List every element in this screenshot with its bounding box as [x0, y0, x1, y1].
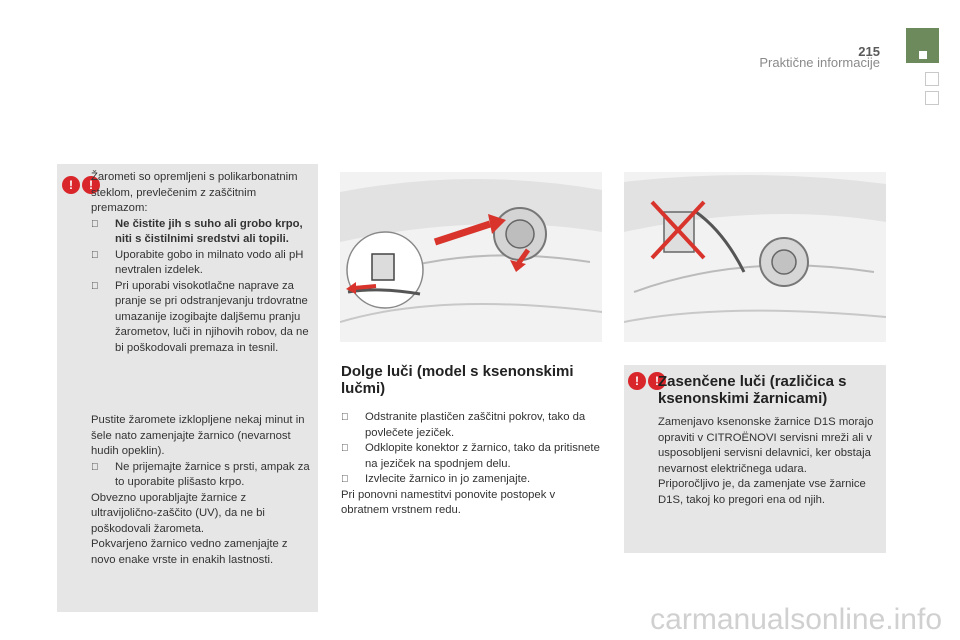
warning-intro: Žarometi so opremljeni s polikarbonatnim steklom, prevlečenim z zaščitnim premazom:	[91, 171, 298, 214]
warning-text-1	[91, 170, 309, 356]
warning-intro: Pustite žaromete izklopljene nekaj minut in šele nato zamenjajte žarnico (nevarnost hudih opeklin).	[91, 414, 305, 457]
chapter-tab-empty[interactable]	[925, 72, 939, 86]
headlamp-illustration	[624, 172, 886, 342]
list-item: Ne prijemajte žarnice s prsti, ampak za to uporabite plišasto krpo.	[91, 460, 311, 491]
list-item: Ne čistite jih s suho ali grobo krpo, niti s čistilnimi sredstvi ali topili.	[91, 217, 309, 248]
xenon-warning-text	[658, 415, 880, 508]
photo-low-beam-bulb	[624, 172, 886, 342]
square-bullet-icon	[91, 217, 99, 233]
square-bullet-icon	[341, 441, 349, 457]
headlamp-illustration	[340, 172, 602, 342]
warning-paragraph: Pokvarjeno žarnico vedno zamenjajte z novo enake vrste in enakih lastnosti.	[91, 538, 288, 566]
warning-paragraph: Obvezno uporabljajte žarnice z ultravijolično-zaščito (UV), da ne bi poškodovali žarometa.	[91, 491, 265, 535]
list-item: Odstranite plastičen zaščitni pokrov, tako da povlečete jeziček.	[341, 410, 603, 441]
warning-panel-right	[624, 365, 886, 553]
square-bullet-icon	[91, 279, 99, 295]
exclamation-warning-icon: !	[62, 176, 80, 194]
closing-paragraph: Pri ponovni namestitvi ponovite postopek v obratnem vrstnem redu.	[341, 488, 556, 516]
list-item: Uporabite gobo in milnato vodo ali pH nevtralen izdelek.	[91, 248, 309, 279]
page-number: 215	[858, 44, 880, 59]
high-beam-instructions	[341, 410, 603, 519]
exclamation-warning-icon: !	[82, 176, 100, 194]
warning-paragraph: Zamenjavo ksenonske žarnice D1S morajo opraviti v CITROËNOVI servisni mreži ali v usposobljeni servisni delavnici, ker obstaja nevarnost električnega udara.	[658, 416, 874, 475]
exclamation-warning-icon: !	[628, 372, 646, 390]
square-bullet-icon	[91, 460, 99, 476]
watermark: carmanualsonline.info	[650, 603, 942, 636]
square-bullet-icon	[341, 410, 349, 426]
chapter-tab-empty[interactable]	[925, 91, 939, 105]
section-title: Praktične informacije	[759, 55, 880, 70]
warning-paragraph: Priporočljivo je, da zamenjate vse žarnice D1S, takoj ko pregori ena od njih.	[658, 478, 866, 506]
chapter-tab-marker	[919, 51, 927, 59]
photo-high-beam-bulb	[340, 172, 602, 342]
list-item: Odklopite konektor z žarnico, tako da pritisnete na jeziček na spodnjem delu.	[341, 441, 603, 472]
square-bullet-icon	[341, 472, 349, 488]
section-heading: Dolge luči (model s ksenonskimi lučmi)	[341, 363, 574, 397]
section-heading: Zasenčene luči (različica s ksenonskimi žarnicami)	[658, 373, 847, 407]
exclamation-warning-icon: !	[648, 372, 666, 390]
high-beam-section	[341, 363, 603, 519]
list-item: Pri uporabi visokotlačne naprave za pranje se pri odstranjevanju trdovratne umazanije izogibajte daljšemu pranju žarometov, luči in njihovih robov, da ne bi poškodovali premaza in tesnil.	[91, 279, 309, 357]
warning-panel-left	[57, 164, 318, 612]
list-item: Izvlecite žarnico in jo zamenjajte.	[341, 472, 603, 488]
chapter-tab[interactable]	[906, 28, 939, 63]
warning-text-2	[91, 413, 311, 568]
square-bullet-icon	[91, 248, 99, 264]
